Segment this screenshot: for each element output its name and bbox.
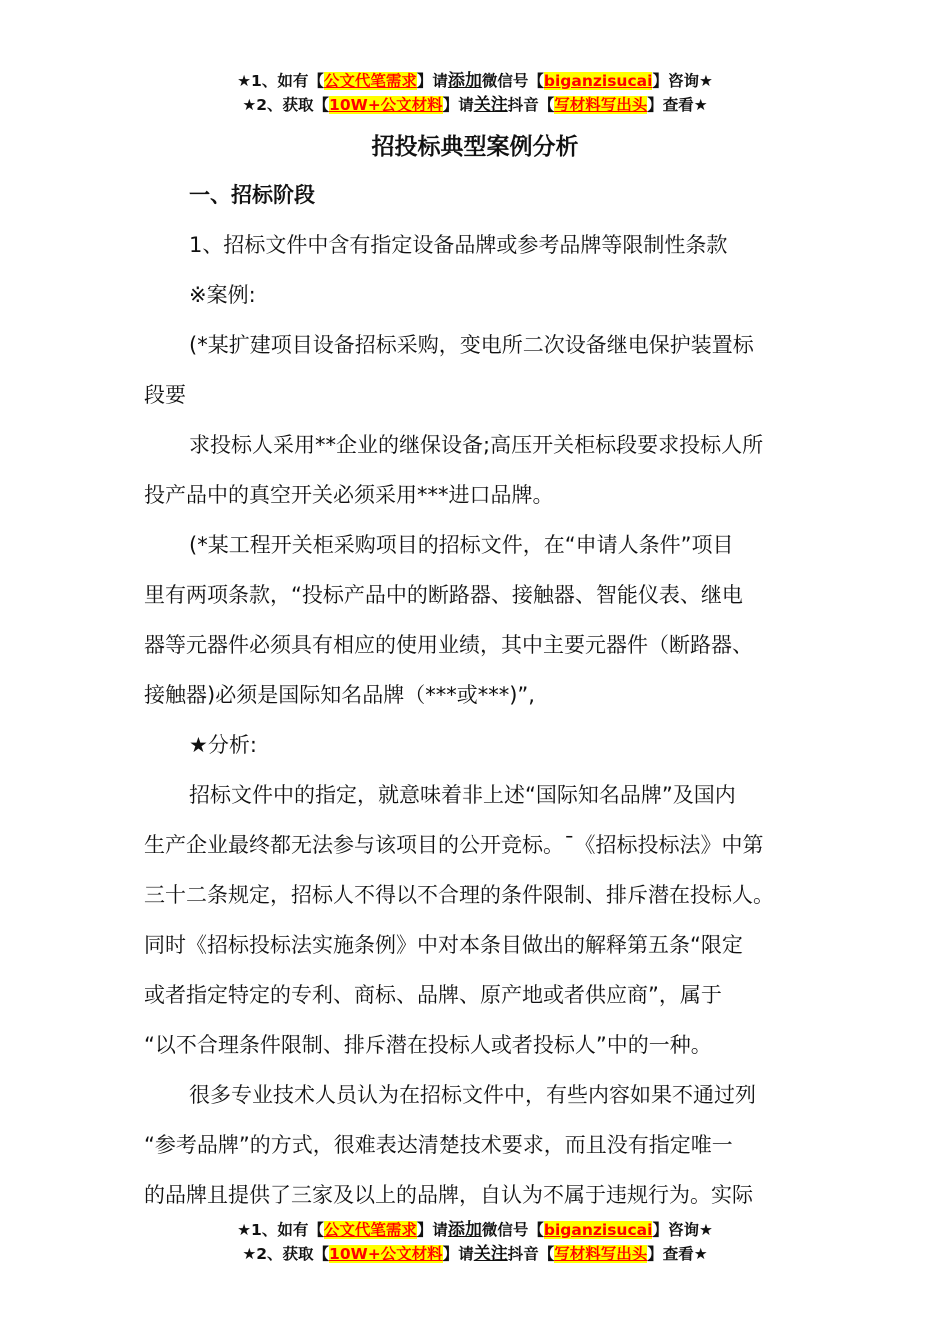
footer-banner-line-2 [0,1242,950,1266]
highlighted-promo-text: 10W+公文材料 [329,96,443,114]
banner-text: 】请 [442,1245,474,1263]
document-body [144,170,814,1220]
banner-text: 添加 [447,71,482,91]
banner-text: 抖音【 [507,1245,555,1263]
highlighted-promo-text: 公文代笔需求 [323,1221,417,1239]
banner-text: 】查看★ [647,96,708,114]
highlighted-promo-text: 写材料写出头 [554,96,648,114]
text-line: “以不合理条件限制、排斥潜在投标人或者投标人”中的一种。 [144,1033,712,1057]
banner-text: 关注 [473,95,508,115]
banner-text: 关注 [473,1244,508,1264]
highlighted-promo-text: biganzisucai [543,72,653,90]
text-line: ★分析: [189,733,257,757]
highlighted-promo-text: 10W+公文材料 [329,1245,443,1263]
text-line: 同时《招标投标法实施条例》中对本条目做出的解释第五条“限定 [144,933,743,957]
text-line: 生产企业最终都无法参与该项目的公开竞标。¯《招标投标法》中第 [144,833,764,857]
banner-text: ★1、如有【 [237,72,324,90]
header-banner-line-1 [0,69,950,93]
banner-text: 】咨询★ [652,1221,713,1239]
banner-text: 】请 [416,1221,448,1239]
text-line: 三十二条规定，招标人不得以不合理的条件限制、排斥潜在投标人。 [144,883,774,907]
banner-text: 微信号【 [481,1221,544,1239]
banner-text: ★1、如有【 [237,1221,324,1239]
text-line: (*某工程开关柜采购项目的招标文件，在“申请人条件”项目 [189,533,734,557]
text-line: 器等元器件必须具有相应的使用业绩，其中主要元器件（断路器、 [144,633,753,657]
highlighted-promo-text: 写材料写出头 [554,1245,648,1263]
highlighted-promo-text: 公文代笔需求 [323,72,417,90]
banner-text: 】查看★ [647,1245,708,1263]
text-line: 投产品中的真空开关必须采用***进口品牌。 [144,483,554,507]
banner-text: 抖音【 [507,96,555,114]
text-line: 1、招标文件中含有指定设备品牌或参考品牌等限制性条款 [189,233,728,257]
banner-text: 】请 [416,72,448,90]
text-line: 很多专业技术人员认为在招标文件中，有些内容如果不通过列 [189,1083,756,1107]
document-title: 招投标典型案例分析 [371,134,579,160]
text-line: ※案例: [189,283,256,307]
text-line: 招标文件中的指定，就意味着非上述“国际知名品牌”及国内 [189,783,736,807]
text-line: 段要 [144,383,186,407]
text-line: (*某扩建项目设备招标采购，变电所二次设备继电保护装置标 [189,333,754,357]
footer-banner-line-1 [0,1218,950,1242]
text-line: 或者指定特定的专利、商标、品牌、原产地或者供应商”，属于 [144,983,722,1007]
text-line: 接触器)必须是国际知名品牌（***或***)”, [144,683,535,707]
text-line: “参考品牌”的方式，很难表达清楚技术要求，而且没有指定唯一 [144,1133,733,1157]
text-line: 求投标人采用**企业的继保设备;高压开关柜标段要求投标人所 [189,433,764,457]
highlighted-promo-text: biganzisucai [543,1221,653,1239]
banner-text: ★2、获取【 [242,1245,330,1263]
banner-text: 添加 [447,1220,482,1240]
banner-text: 】请 [442,96,474,114]
text-line: 的品牌且提供了三家及以上的品牌，自认为不属于违规行为。实际 [144,1183,753,1207]
banner-text: 】咨询★ [652,72,713,90]
header-banner-line-2 [0,93,950,117]
banner-text: 微信号【 [481,72,544,90]
section-heading: 一、招标阶段 [189,183,315,207]
text-line: 里有两项条款，“投标产品中的断路器、接触器、智能仪表、继电 [144,583,743,607]
banner-text: ★2、获取【 [242,96,330,114]
